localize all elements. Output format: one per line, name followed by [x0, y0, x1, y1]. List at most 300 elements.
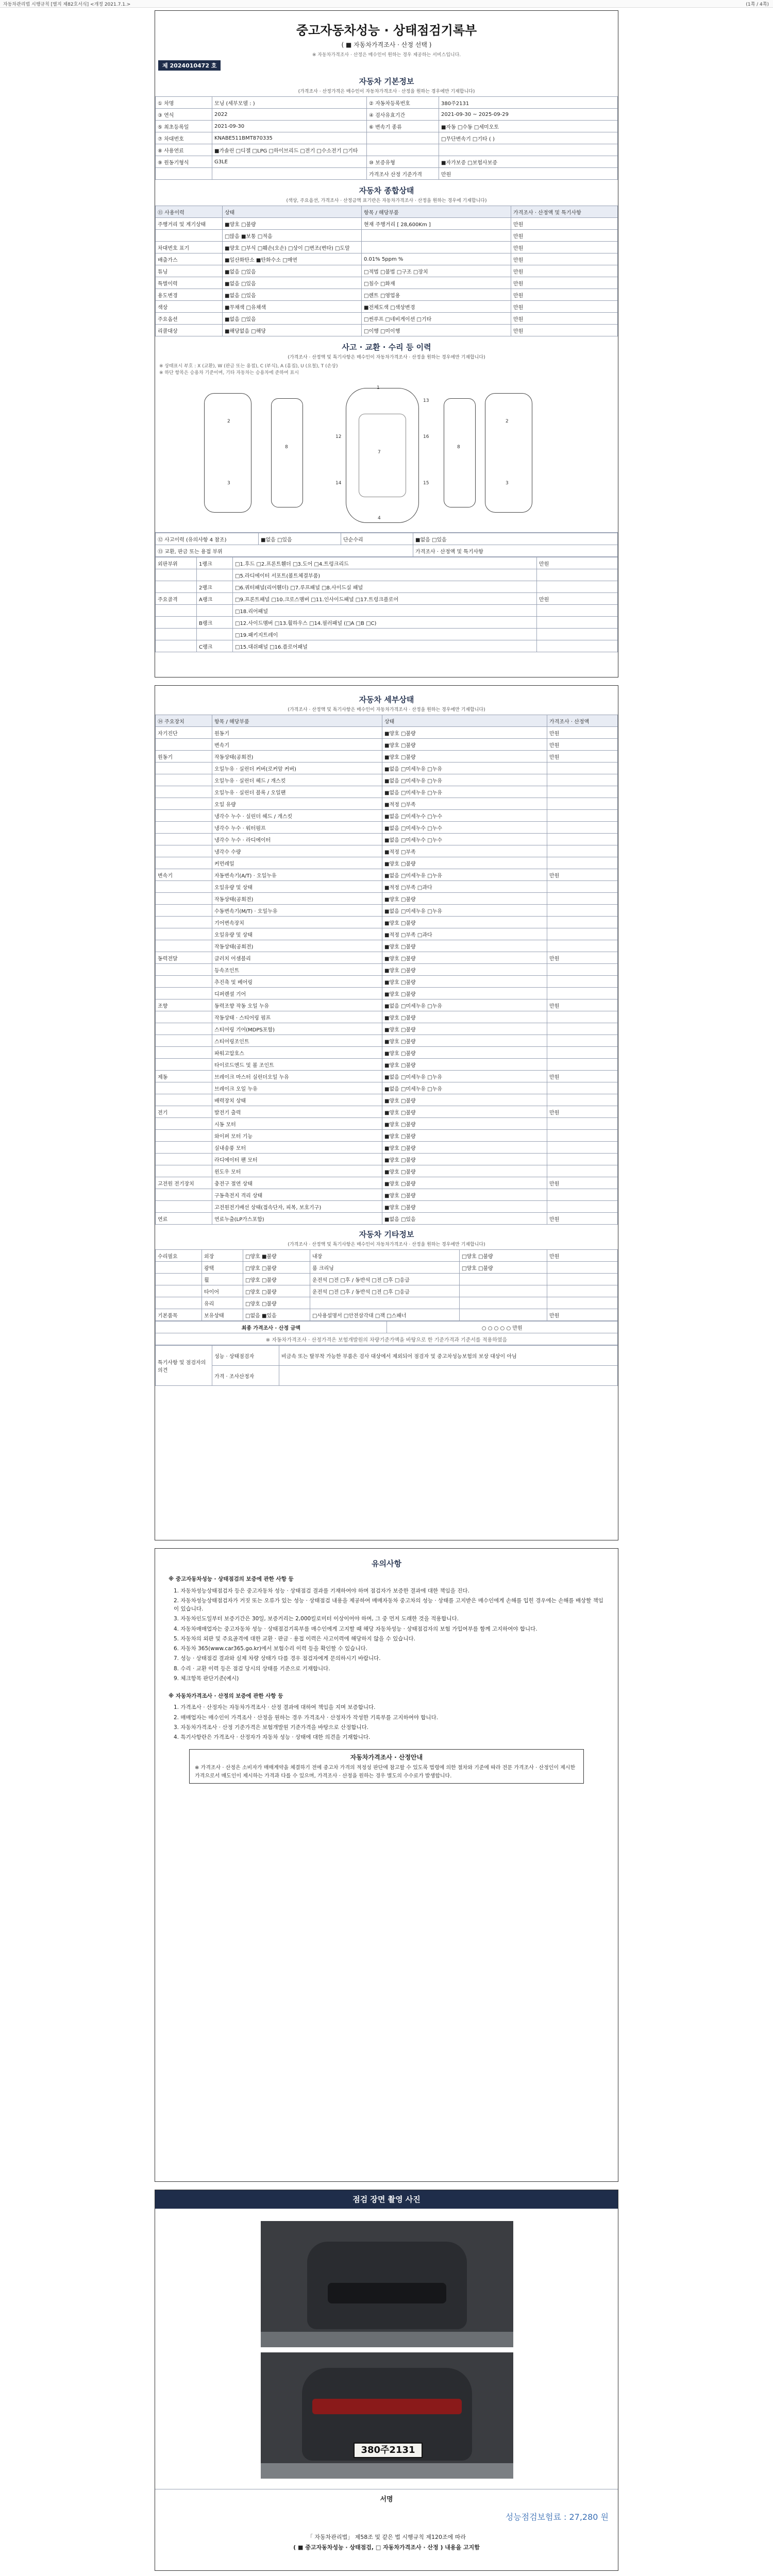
etc-status-2 — [460, 1297, 547, 1309]
field-label: ⑧ 사용연료 — [156, 144, 212, 156]
field-value: ■가솔린 □디젤 □LPG □하이브리드 □전기 □수소전기 □기타 — [212, 144, 367, 156]
status-legend: ※ 상태표시 부호 : X (교환), W (판금 또는 용접), C (부식), A (흠집), U (요철), T (손상) — [159, 364, 338, 369]
device-price: 만원 — [547, 1106, 618, 1118]
table-row — [156, 1106, 618, 1118]
device-group — [156, 1118, 212, 1130]
etc-group — [156, 1274, 202, 1285]
device-item: 냉각수 누수 · 워터펌프 — [212, 822, 382, 834]
column-header: ⑭ 주요장치 — [156, 715, 212, 727]
table-row — [156, 569, 618, 581]
etc-group: 수리필요 — [156, 1250, 202, 1262]
top-bar — [0, 0, 773, 8]
item-label: 특별이력 — [156, 277, 223, 289]
table-row — [156, 1094, 618, 1106]
notice-list-1 — [169, 1587, 604, 1683]
field-label — [367, 132, 439, 144]
field-value: 2021-09-30 — [212, 121, 367, 132]
device-status: ■양호 □불량 — [382, 976, 547, 988]
special-appraiser-label: 가격 · 조사산정자 — [212, 1366, 279, 1386]
appraisal-guide-text: ※ 가격조사 · 산정은 소비자가 매매계약을 체결하기 전에 중고차 가격의 적정성 판단에 참고할 수 있도록 법령에 의한 절차와 기준에 따라 전문 가격조사 · 산정인이 제시한 가격으로서 매도인이 제시하는 가격과 다를 수 있으며, 가격조사 · 산정을 원하는 경우 별도의 수수료가 발생합니다. — [195, 1765, 576, 1779]
device-status: ■양호 □불량 — [382, 1059, 547, 1071]
device-item: 라디에이터 팬 모터 — [212, 1154, 382, 1165]
detail-status-title: 자동차 세부상태 — [359, 695, 414, 704]
item-label: 튜닝 — [156, 265, 223, 277]
device-status: ■없음 □있음 — [382, 1213, 547, 1225]
notice-heading-2: ※ 자동차가격조사 · 산정의 보증에 관한 사항 등 — [169, 1693, 283, 1700]
table-row — [156, 301, 618, 313]
device-group: 연료 — [156, 1213, 212, 1225]
part-group: 주요골격 — [156, 593, 197, 605]
etc-item-2: 룸 크리닝 — [310, 1262, 460, 1274]
general-status-subtitle: (색상, 주요옵션, 가격조사 · 산정금액 표기란은 자동차가격조사 · 산정을 원하는 경우에 기재합니다) — [286, 198, 487, 204]
device-group: 제동 — [156, 1071, 212, 1082]
etc-group: 기본품목 — [156, 1309, 202, 1321]
device-item: 구동축전지 격리 상태 — [212, 1189, 382, 1201]
etc-item-2: 운전석 □전 □후 / 동반석 □전 □후 □응급 — [310, 1274, 460, 1285]
device-status: ■양호 □불량 — [382, 751, 547, 762]
etc-item-2: 운전석 □전 □후 / 동반석 □전 □후 □응급 — [310, 1285, 460, 1297]
table-row — [156, 798, 618, 810]
car-outline-right — [444, 398, 476, 507]
part-items: □15.대쉬패널 □16.플로어패널 — [233, 640, 537, 652]
table-row — [156, 156, 618, 168]
device-group — [156, 1189, 212, 1201]
device-status: ■양호 □불량 — [382, 1047, 547, 1059]
table-row — [156, 917, 618, 928]
part-price — [537, 617, 618, 629]
column-header: 항목 / 해당부품 — [212, 715, 382, 727]
table-row — [156, 952, 618, 964]
device-group — [156, 917, 212, 928]
device-price: 만원 — [547, 999, 618, 1011]
device-item: 실내송풍 모터 — [212, 1142, 382, 1154]
device-status: ■양호 □불량 — [382, 857, 547, 869]
part-number: 2 — [506, 419, 509, 424]
etc-item: 광택 — [202, 1262, 243, 1274]
device-price — [547, 1118, 618, 1130]
table-row — [156, 617, 618, 629]
part-items: □12.사이드멤버 □13.휠하우스 □14.필러패널 (□A □B □C) — [233, 617, 537, 629]
device-price — [547, 1130, 618, 1142]
final-price-title: 최종 가격조사 · 산정 금액 — [156, 1321, 387, 1333]
part-number: 7 — [378, 450, 381, 455]
device-price: 만원 — [547, 1071, 618, 1082]
device-item: 충전구 절연 상태 — [212, 1177, 382, 1189]
etc-group — [156, 1285, 202, 1297]
item-status: ■없음 □있음 — [223, 265, 362, 277]
accident-history-subtitle: (가격조사 · 산정액 및 특기사항은 매수인이 자동차가격조사 · 산정을 원하는 경우에만 기재합니다) — [288, 355, 485, 360]
etc-price: 만원 — [547, 1309, 618, 1321]
special-notes-label: 특기사항 및 점검자의 의견 — [156, 1346, 212, 1386]
table-row — [156, 739, 618, 751]
item-status: ■해당없음 □해당 — [223, 325, 362, 336]
device-status: ■적정 □부족 — [382, 798, 547, 810]
table-row — [156, 1059, 618, 1071]
part-rank: 1랭크 — [197, 557, 233, 569]
part-number: 12 — [335, 434, 342, 439]
item-price: 만원 — [511, 289, 618, 301]
device-item: 냉각수 누수 · 실린더 헤드 / 개스킷 — [212, 810, 382, 822]
table-row — [156, 1047, 618, 1059]
device-price — [547, 1094, 618, 1106]
part-number: 13 — [423, 398, 429, 403]
device-status: ■없음 □미세누유 □누유 — [382, 774, 547, 786]
etc-status: □양호 □불량 — [243, 1285, 310, 1297]
table-row — [156, 999, 618, 1011]
field-label: ⑤ 최초등록일 — [156, 121, 212, 132]
device-item: 연료누출(LP가스포함) — [212, 1213, 382, 1225]
table-row — [156, 1262, 618, 1274]
notice-item: 7. 성능 · 상태점검 결과와 실제 차량 상태가 다를 경우 점검자에게 문의하시기 바랍니다. — [174, 1655, 381, 1662]
device-item: 냉각수 수량 — [212, 845, 382, 857]
part-rank: A랭크 — [197, 593, 233, 605]
document-subtitle: ( ■ 자동차가격조사 · 산정 선택 ) — [341, 41, 432, 48]
device-item: 오일유량 및 상태 — [212, 928, 382, 940]
item-label: 색상 — [156, 301, 223, 313]
license-plate: 380주2131 — [354, 2443, 423, 2458]
device-price — [547, 798, 618, 810]
part-number: 8 — [285, 445, 288, 450]
field-label: ③ 연식 — [156, 109, 212, 121]
part-number: 1 — [377, 385, 380, 391]
device-item: 발전기 출력 — [212, 1106, 382, 1118]
document-number: 제 2024010472 호 — [158, 60, 221, 71]
etc-info-title: 자동차 기타정보 — [359, 1230, 414, 1239]
part-group — [156, 629, 197, 640]
device-price — [547, 1023, 618, 1035]
table-row — [156, 313, 618, 325]
part-price: 만원 — [537, 557, 618, 569]
vehicle-diagram — [155, 378, 618, 533]
device-price — [547, 988, 618, 999]
device-price — [547, 845, 618, 857]
etc-status-2 — [460, 1274, 547, 1285]
device-status: ■없음 □미세누유 □누유 — [382, 869, 547, 881]
table-row — [156, 727, 618, 739]
device-group — [156, 964, 212, 976]
etc-group — [156, 1297, 202, 1309]
field-label — [367, 144, 439, 156]
item-label: 차대번호 표기 — [156, 242, 223, 253]
device-group — [156, 940, 212, 952]
table-row — [156, 1165, 618, 1177]
device-group — [156, 786, 212, 798]
device-item: 타이로드엔드 및 볼 조인트 — [212, 1059, 382, 1071]
basic-info-table — [155, 96, 618, 180]
etc-status: □양호 □불량 — [243, 1262, 310, 1274]
table-row — [156, 762, 618, 774]
parts-note: 가격조사 · 산정액 및 특기사항 — [413, 545, 618, 557]
page-indicator: (1쪽 / 4쪽) — [746, 2, 769, 7]
device-price: 만원 — [547, 869, 618, 881]
part-number: 8 — [457, 445, 460, 450]
insurance-fee: 성능점검보험료 : 27,280 원 — [505, 2512, 609, 2522]
device-status: ■양호 □불량 — [382, 1154, 547, 1165]
table-row — [156, 988, 618, 999]
notice-item: 1. 자동차성능상태점검자 등은 중고자동차 성능 · 상태점검 결과를 기재하여야 하며 점검자가 보증한 결과에 대한 책임을 진다. — [174, 1587, 469, 1594]
device-group: 원동기 — [156, 751, 212, 762]
device-price — [547, 1201, 618, 1213]
table-row — [156, 1274, 618, 1285]
signature-label: 서명 — [380, 2496, 393, 2503]
device-item: 브레이크 오일 누유 — [212, 1082, 382, 1094]
field-value: 380주2131 — [439, 97, 618, 109]
item-price: 만원 — [511, 265, 618, 277]
device-status: ■양호 □불량 — [382, 1011, 547, 1023]
device-status: ■없음 □미세누유 □누유 — [382, 1071, 547, 1082]
notice-item: 9. 체크항목 판단기준(예시) — [174, 1675, 239, 1682]
device-group — [156, 857, 212, 869]
device-price — [547, 893, 618, 905]
item-status: ■없음 □있음 — [223, 313, 362, 325]
accident-history-label: ⑫ 사고이력 (유의사항 4 참조) — [156, 533, 259, 545]
part-items: □9.프론트패널 □10.크로스멤버 □11.인사이드패널 □17.트렁크플로어 — [233, 593, 537, 605]
column-header: 상태 — [223, 206, 362, 218]
device-group: 동력전달 — [156, 952, 212, 964]
device-price — [547, 1082, 618, 1094]
table-row — [156, 230, 618, 242]
device-group — [156, 1035, 212, 1047]
item-label: 주행거리 및 계기상태 — [156, 218, 223, 230]
etc-price — [547, 1297, 618, 1309]
car-outline-front — [204, 393, 251, 513]
device-item: 자동변속기(A/T) · 오일누유 — [212, 869, 382, 881]
item-label: 주요옵션 — [156, 313, 223, 325]
inspection-photo-front — [261, 2221, 513, 2347]
column-header: 상태 — [382, 715, 547, 727]
photo-title: 점검 장면 촬영 사진 — [352, 2195, 421, 2204]
table-row — [156, 1071, 618, 1082]
field-label: ④ 검사유효기간 — [367, 109, 439, 121]
table-row — [156, 964, 618, 976]
notice-item: 3. 자동차인도일부터 보증기간은 30일, 보증거리는 2,000킬로미터 이상이어야 하며, 그 중 먼저 도래한 것을 적용합니다. — [174, 1616, 459, 1622]
item-price: 만원 — [511, 325, 618, 336]
accident-history-title: 사고 · 교환 · 수리 등 이력 — [342, 343, 431, 352]
table-row — [156, 1082, 618, 1094]
field-value — [439, 144, 618, 156]
device-item: 추진축 및 베어링 — [212, 976, 382, 988]
etc-item: 유리 — [202, 1297, 243, 1309]
etc-status: □양호 □불량 — [243, 1274, 310, 1285]
simple-repair-label: 단순수리 — [341, 533, 413, 545]
etc-price — [547, 1274, 618, 1285]
device-item: 작동상태 · 스티어링 펌프 — [212, 1011, 382, 1023]
table-row — [156, 1023, 618, 1035]
device-price: 만원 — [547, 727, 618, 739]
device-group — [156, 1023, 212, 1035]
final-price-table — [155, 1321, 618, 1345]
table-row — [156, 325, 618, 336]
table-row — [156, 109, 618, 121]
final-price-note: ※ 자동차가격조사 · 산정가격은 보험개발원의 차량기준가액을 바탕으로 한 기준가격과 기준서를 적용하였음 — [156, 1333, 618, 1345]
footer-law: 「 자동차관리법」 제58조 및 같은 법 시행규칙 제120조에 따라 — [307, 2534, 466, 2540]
device-group: 전기 — [156, 1106, 212, 1118]
device-status: ■없음 □미세누유 □누유 — [382, 786, 547, 798]
table-row — [156, 97, 618, 109]
device-group — [156, 928, 212, 940]
device-price — [547, 1154, 618, 1165]
device-price — [547, 917, 618, 928]
device-price — [547, 940, 618, 952]
part-rank — [197, 629, 233, 640]
part-number: 16 — [423, 434, 429, 439]
field-label: ⑩ 보증유형 — [367, 156, 439, 168]
device-group — [156, 905, 212, 917]
table-row — [156, 774, 618, 786]
part-group — [156, 605, 197, 617]
device-item: 오일누유 · 실린더 블록 / 오일팬 — [212, 786, 382, 798]
etc-info-subtitle: (가격조사 · 산정액 및 특기사항은 매수인이 자동차가격조사 · 산정을 원하는 경우에만 기재합니다) — [288, 1242, 485, 1247]
etc-price: 만원 — [547, 1250, 618, 1262]
field-value: KNABE511BMT870335 — [212, 132, 367, 144]
device-price — [547, 928, 618, 940]
table-row — [156, 857, 618, 869]
table-row — [156, 640, 618, 652]
footer-notice: ( ■ 중고자동차성능 · 상태점검, □ 자동차가격조사 · 산정 ) 내용을 고지함 — [293, 2544, 480, 2551]
item-detail: □이행 □미이행 — [362, 325, 511, 336]
device-status: ■양호 □불량 — [382, 940, 547, 952]
device-price: 만원 — [547, 1213, 618, 1225]
part-group — [156, 640, 197, 652]
part-items: □1.후드 □2.프론트휀더 □3.도어 □4.트렁크리드 — [233, 557, 537, 569]
device-item: 디퍼렌셜 기어 — [212, 988, 382, 999]
device-group — [156, 1059, 212, 1071]
car-roof-outline — [359, 414, 406, 497]
part-rank — [197, 605, 233, 617]
device-status: ■양호 □불량 — [382, 1165, 547, 1177]
device-group — [156, 881, 212, 893]
item-status: ■무채색 □유채색 — [223, 301, 362, 313]
table-row — [156, 1201, 618, 1213]
device-item: 작동상태(공회전) — [212, 940, 382, 952]
item-detail — [362, 242, 511, 253]
device-status: ■양호 □불량 — [382, 739, 547, 751]
etc-group — [156, 1262, 202, 1274]
special-inspector-label: 성능 · 상태점검자 — [212, 1346, 279, 1366]
etc-item: 타이어 — [202, 1285, 243, 1297]
etc-status: □양호 ■불량 — [243, 1250, 310, 1262]
notice-item: 1. 가격조사 · 산정자는 자동차가격조사 · 산정 결과에 대하여 책임을 지며 보증합니다. — [174, 1704, 376, 1711]
item-detail: □썬루프 □네비게이션 □기타 — [362, 313, 511, 325]
etc-item-2: 내장 — [310, 1250, 460, 1262]
table-row — [156, 1011, 618, 1023]
device-group — [156, 822, 212, 834]
device-status: ■없음 □미세누유 □누유 — [382, 762, 547, 774]
accident-history-value: ■없음 □있음 — [259, 533, 341, 545]
notice-item: 6. 자동차 365(www.car365.go.kr)에서 보험수리 이력 등을 확인할 수 있습니다. — [174, 1646, 367, 1652]
device-price — [547, 857, 618, 869]
tail-lights — [312, 2399, 462, 2414]
item-detail: □적법 □불법 □구조 □장치 — [362, 265, 511, 277]
etc-price — [547, 1262, 618, 1274]
device-price — [547, 1165, 618, 1177]
inspection-photo-rear — [261, 2352, 513, 2479]
column-header: 항목 / 해당부품 — [362, 206, 511, 218]
table-row — [156, 277, 618, 289]
part-price — [537, 640, 618, 652]
device-group — [156, 1082, 212, 1094]
table-row — [156, 1297, 618, 1309]
device-group — [156, 739, 212, 751]
device-item: 오일누유 · 실린더 커버(로커암 커버) — [212, 762, 382, 774]
device-item: 등속조인트 — [212, 964, 382, 976]
part-rank: C랭크 — [197, 640, 233, 652]
device-price: 만원 — [547, 952, 618, 964]
device-price — [547, 822, 618, 834]
device-item: 작동상태(공회전) — [212, 893, 382, 905]
part-group — [156, 581, 197, 593]
device-group: 변속기 — [156, 869, 212, 881]
basic-info-subtitle: (가격조사 · 산정가격은 매수인이 자동차가격조사 · 산정을 원하는 경우에만 기재합니다) — [298, 89, 475, 94]
item-label: 리콜대상 — [156, 325, 223, 336]
field-label — [156, 168, 212, 180]
part-number: 3 — [506, 481, 509, 486]
etc-price — [547, 1285, 618, 1297]
notice-list-2 — [169, 1703, 604, 1741]
field-label: ⑦ 차대번호 — [156, 132, 212, 144]
part-group: 외판부위 — [156, 557, 197, 569]
notice-item: 4. 특기사항란은 가격조사 · 산정자가 자동차 성능 · 상태에 대한 의견을 기재합니다. — [174, 1734, 371, 1741]
part-number: 15 — [423, 481, 429, 486]
table-row — [156, 1142, 618, 1154]
table-row — [156, 751, 618, 762]
accident-summary-table — [155, 533, 618, 557]
device-status: ■양호 □불량 — [382, 727, 547, 739]
item-label: 용도변경 — [156, 289, 223, 301]
device-item: 스티어링 기어(MDPS포함) — [212, 1023, 382, 1035]
device-price — [547, 1142, 618, 1154]
part-items: □5.라디에이터 서포트(볼트체결부품) — [233, 569, 537, 581]
column-header: ⑪ 사용이력 — [156, 206, 223, 218]
table-row — [156, 1177, 618, 1189]
table-row — [156, 629, 618, 640]
item-price: 만원 — [511, 218, 618, 230]
item-detail: □침수 □화재 — [362, 277, 511, 289]
device-status: ■없음 □미세누수 □누수 — [382, 810, 547, 822]
notice-item: 2. 매매업자는 매수인이 가격조사 · 산정을 원하는 경우 가격조사 · 산정자가 작성한 기록부를 고지하여야 합니다. — [174, 1714, 439, 1721]
page-3 — [155, 1548, 618, 2182]
device-group — [156, 1165, 212, 1177]
notice-title: 유의사항 — [372, 1559, 401, 1568]
part-price: 만원 — [537, 593, 618, 605]
device-price — [547, 786, 618, 798]
notice-heading-1: ※ 중고자동차성능 · 상태점검의 보증에 관한 사항 등 — [169, 1576, 294, 1583]
field-label: ② 자동차등록번호 — [367, 97, 439, 109]
part-number: 2 — [227, 419, 230, 424]
device-status: ■없음 □미세누유 □누유 — [382, 1082, 547, 1094]
device-item: 시동 모터 — [212, 1118, 382, 1130]
detail-status-subtitle: (가격조사 · 산정액 및 특기사항은 매수인이 자동차가격조사 · 산정을 원하는 경우에만 기재합니다) — [288, 707, 485, 713]
device-status: ■양호 □불량 — [382, 1201, 547, 1213]
device-price — [547, 1047, 618, 1059]
table-row — [156, 144, 618, 156]
device-group — [156, 988, 212, 999]
field-value: 2022 — [212, 109, 367, 121]
table-row — [156, 869, 618, 881]
table-row — [156, 593, 618, 605]
device-price — [547, 810, 618, 822]
device-price — [547, 1189, 618, 1201]
notice-item: 5. 자동차의 외판 및 주요골격에 대한 교환 · 판금 · 용접 이력은 사고이력에 해당하지 않을 수 있습니다. — [174, 1635, 416, 1642]
etc-item-2 — [310, 1297, 460, 1309]
device-status: ■양호 □불량 — [382, 917, 547, 928]
general-status-title: 자동차 종합상태 — [359, 186, 414, 195]
etc-item: 외장 — [202, 1250, 243, 1262]
device-status: ■없음 □미세누유 □누유 — [382, 999, 547, 1011]
device-item: 배력장치 상태 — [212, 1094, 382, 1106]
special-inspector-text: 비금속 또는 탈부착 가능한 부품은 검사 대상에서 제외되어 점검자 및 중고차성능보험의 보상 대상이 아님 — [279, 1346, 618, 1366]
etc-status-2: □양호 □불량 — [460, 1262, 547, 1274]
